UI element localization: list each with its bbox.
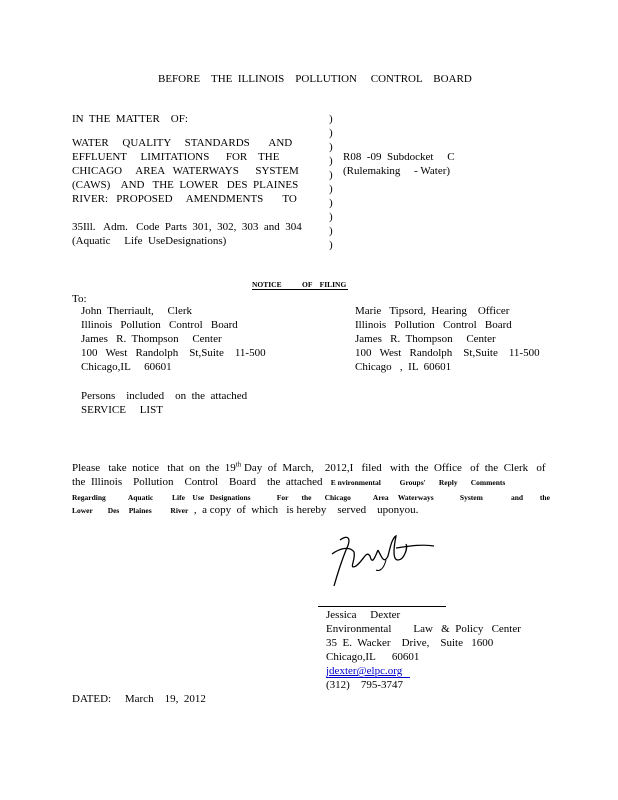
dated-line: DATED: March 19, 2012 [72,693,206,705]
docket-type: (Rulemaking - Water) [343,165,451,177]
signer-name: Jessica Dexter [326,609,401,621]
paren: ) [329,183,333,195]
address-line: 100 West Randolph St,Suite 11-500 [355,347,540,359]
caption-line: RIVER: PROPOSED AMENDMENTS TO [72,193,297,205]
to-label: To: [72,293,87,305]
heading-underline [252,289,348,290]
body-text: Day of March, 2012,I filed with the Office of the Clerk of [241,462,546,474]
email-link[interactable]: jdexter@elpc.org [326,665,403,677]
paren: ) [329,169,333,181]
address-line: John Therriault, Clerk [81,305,192,317]
address-line: James R. Thompson Center [81,333,222,345]
body-line: Regarding Aquatic Life Use Designations For the Chicago Area Waterways System and the [72,493,550,502]
signer-city: Chicago,IL 60601 [326,651,420,663]
signer-street: 35 E. Wacker Drive, Suite 1600 [326,637,494,649]
body-text: Please take notice that on the 19 [72,462,236,474]
paren: ) [329,155,333,167]
service-list-line: Persons included on the attached [81,390,248,402]
code-line: (Aquatic Life UseDesignations) [72,235,227,247]
paren: ) [329,239,333,251]
caption-line: EFFLUENT LIMITATIONS FOR THE [72,151,280,163]
body-text: , a copy of which is hereby served uponyou. [188,504,419,516]
service-list-line: SERVICE LIST [81,404,163,416]
paren: ) [329,127,333,139]
body-line [72,503,418,518]
address-line: Chicago , IL 60601 [355,361,452,373]
ordinal-suffix: th [235,460,242,469]
signer-org: Environmental Law & Policy Center [326,623,521,635]
address-line: Marie Tipsord, Hearing Officer [355,305,510,317]
notice-heading: NOTICE [252,280,282,289]
signer-phone: (312) 795-3747 [326,679,403,691]
paren: ) [329,141,333,153]
document-title: BEFORE THE ILLINOIS POLLUTION CONTROL BOARD [158,73,472,85]
address-line: Illinois Pollution Control Board [355,319,512,331]
body-line [72,475,505,490]
paren: ) [329,197,333,209]
paren: ) [329,113,333,125]
body-line [72,461,546,475]
address-line: Chicago,IL 60601 [81,361,172,373]
paren: ) [329,225,333,237]
signature-line [318,606,446,607]
code-line: 35Ill. Adm. Code Parts 301, 302, 303 and 304 [72,221,302,233]
notice-heading: OF FILING [302,280,347,289]
document-title-ref: Lower Des Plaines River [72,506,189,515]
body-text: the Illinois Pollution Control Board the attached [72,476,331,488]
document-title-ref: E nvironmental Groups' Reply Comments [330,478,506,487]
address-line: 100 West Randolph St,Suite 11-500 [81,347,266,359]
address-line: Illinois Pollution Control Board [81,319,238,331]
caption-line: (CAWS) AND THE LOWER DES PLAINES [72,179,299,191]
address-line: James R. Thompson Center [355,333,496,345]
caption-line: WATER QUALITY STANDARDS AND [72,137,293,149]
paren: ) [329,211,333,223]
caption-line: CHICAGO AREA WATERWAYS SYSTEM [72,165,299,177]
docket-number: R08 -09 Subdocket C [343,151,455,163]
signature-image [326,530,438,592]
in-the-matter-label: IN THE MATTER OF: [72,113,188,125]
